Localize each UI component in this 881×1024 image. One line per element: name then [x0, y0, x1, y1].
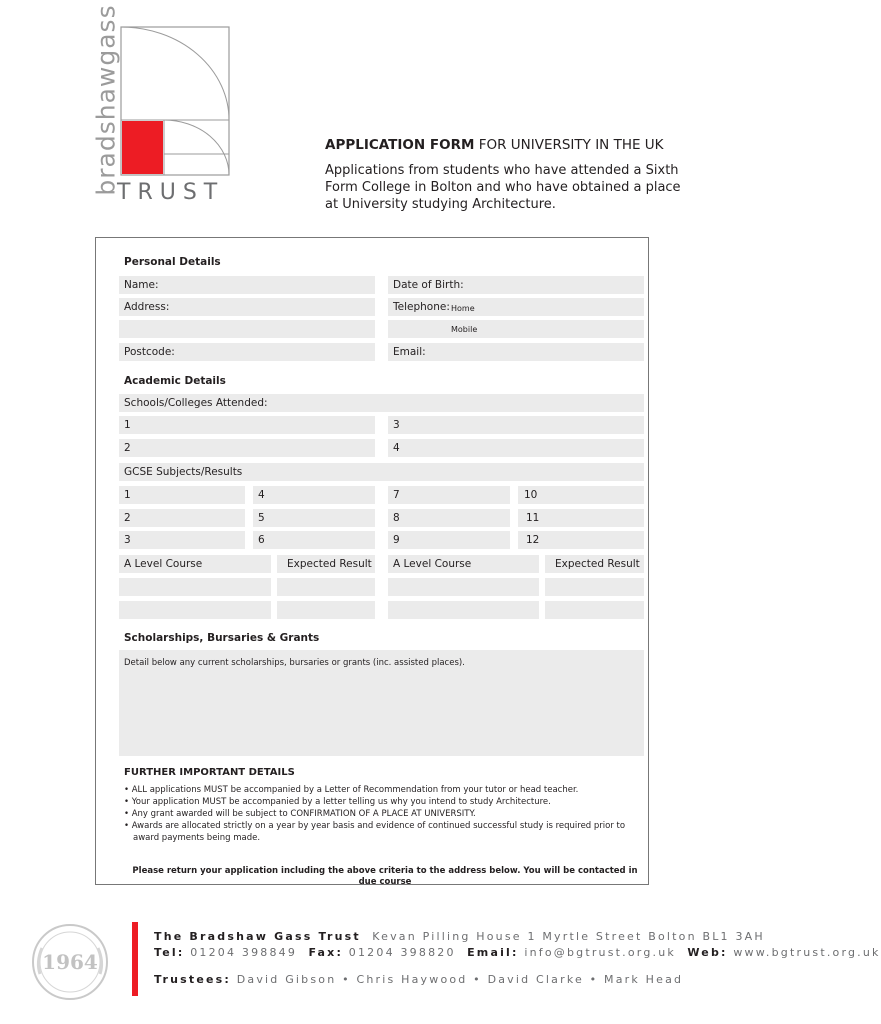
gcse-field[interactable] — [388, 509, 510, 527]
logo-wordmark-text: bradshawgass — [91, 4, 121, 196]
gcse-number: 6 — [258, 534, 265, 546]
school-field-1[interactable] — [119, 416, 375, 434]
footer-trustees-line — [154, 973, 683, 986]
gcse-field[interactable] — [253, 531, 375, 549]
academic-details-heading: Academic Details — [124, 375, 226, 387]
gcse-number: 5 — [258, 512, 265, 524]
gcse-field[interactable] — [119, 509, 245, 527]
list-item: • ALL applications MUST be accompanied by a Letter of Recommendation from your tutor or head teacher. — [124, 785, 579, 795]
telephone-mobile-field[interactable] — [388, 320, 644, 338]
footer-web-label: Web: — [687, 946, 728, 959]
expected-result-header: Expected Result — [555, 558, 640, 570]
alevel-course-field[interactable] — [388, 578, 539, 596]
alevel-result-field[interactable] — [545, 578, 644, 596]
school-number: 2 — [124, 442, 131, 454]
address-label: Address: — [124, 301, 170, 313]
footer-tel-label: Tel: — [154, 946, 185, 959]
gcse-number: 2 — [124, 512, 131, 524]
dob-label: Date of Birth: — [393, 279, 464, 291]
logo-emblem — [120, 26, 230, 176]
alevel-course-field[interactable] — [119, 601, 271, 619]
alevel-course-field[interactable] — [388, 601, 539, 619]
form-title-bold: APPLICATION FORM — [325, 137, 475, 153]
alevel-result-field[interactable] — [277, 578, 375, 596]
gcse-field[interactable] — [253, 486, 375, 504]
footer-accent-bar — [132, 922, 138, 996]
telephone-home-label: Home — [451, 304, 475, 313]
footer-contact-line — [154, 946, 881, 959]
logo-trust: TRUST — [117, 180, 225, 205]
gcse-field[interactable] — [119, 486, 245, 504]
scholarships-heading: Scholarships, Bursaries & Grants — [124, 632, 320, 644]
alevel-course-header: A Level Course — [124, 558, 203, 570]
footer-fax: 01204 398820 — [348, 946, 456, 959]
alevel-result-field[interactable] — [545, 601, 644, 619]
email-field[interactable] — [388, 343, 644, 361]
form-title — [325, 137, 664, 153]
personal-details-heading: Personal Details — [124, 256, 221, 268]
return-note: Please return your application including the above criteria to the address below. You will be contacted in due course — [132, 866, 638, 887]
seal-year: 1964 — [42, 950, 98, 974]
school-number: 3 — [393, 419, 400, 431]
gcse-number: 4 — [258, 489, 265, 501]
email-label: Email: — [393, 346, 426, 358]
scholarships-instruction: Detail below any current scholarships, bursaries or grants (inc. assisted places). — [124, 658, 465, 668]
form-intro: Applications from students who have attended a Sixth Form College in Bolton and who have obtained a place at University studying Architecture. — [325, 163, 681, 212]
postcode-label: Postcode: — [124, 346, 175, 358]
school-number: 1 — [124, 419, 131, 431]
telephone-mobile-label: Mobile — [451, 325, 478, 334]
gcse-number: 9 — [393, 534, 400, 546]
footer-fax-label: Fax: — [308, 946, 344, 959]
gcse-field[interactable] — [388, 531, 510, 549]
gcse-field[interactable] — [388, 486, 510, 504]
footer-tel: 01204 398849 — [190, 946, 298, 959]
gcse-number: 7 — [393, 489, 400, 501]
address-field-2[interactable] — [119, 320, 375, 338]
alevel-result-field[interactable] — [277, 601, 375, 619]
gcse-number: 10 — [524, 489, 538, 501]
footer-trustees-label: Trustees: — [154, 973, 232, 986]
gcse-number: 12 — [526, 534, 540, 546]
anniversary-seal — [30, 922, 110, 1002]
list-item: • Any grant awarded will be subject to CONFIRMATION OF A PLACE AT UNIVERSITY. — [124, 809, 476, 819]
list-item: • Your application MUST be accompanied by a letter telling us why you intend to study Architecture. — [124, 797, 551, 807]
alevel-course-header: A Level Course — [393, 558, 472, 570]
school-field-3[interactable] — [388, 416, 644, 434]
form-title-rest: FOR UNIVERSITY IN THE UK — [474, 137, 664, 153]
gcse-field[interactable] — [119, 531, 245, 549]
telephone-label: Telephone: — [393, 301, 450, 313]
further-details-list — [124, 784, 649, 844]
expected-result-header: Expected Result — [287, 558, 372, 570]
footer-email-label: Email: — [467, 946, 519, 959]
further-details-heading: FURTHER IMPORTANT DETAILS — [124, 767, 295, 778]
gcse-field[interactable] — [253, 509, 375, 527]
school-number: 4 — [393, 442, 400, 454]
footer-org: The Bradshaw Gass Trust — [154, 930, 361, 943]
alevel-course-field[interactable] — [119, 578, 271, 596]
footer-address-line — [154, 930, 765, 943]
footer-web[interactable]: www.bgtrust.org.uk — [733, 946, 881, 959]
school-field-2[interactable] — [119, 439, 375, 457]
footer-email[interactable]: info@bgtrust.org.uk — [524, 946, 676, 959]
name-label: Name: — [124, 279, 159, 291]
gcse-number: 11 — [526, 512, 540, 524]
school-field-4[interactable] — [388, 439, 644, 457]
list-item: • Awards are allocated strictly on a year by year basis and evidence of continued successful study is required prior to award payments being made. — [124, 821, 626, 843]
gcse-number: 8 — [393, 512, 400, 524]
footer-trustees: David Gibson • Chris Haywood • David Clarke • Mark Head — [236, 973, 684, 986]
gcse-number: 1 — [124, 489, 131, 501]
footer-address: Kevan Pilling House 1 Myrtle Street Bolton BL1 3AH — [372, 930, 765, 943]
gcse-number: 3 — [124, 534, 131, 546]
gcse-label: GCSE Subjects/Results — [124, 466, 243, 478]
schools-label: Schools/Colleges Attended: — [124, 397, 268, 409]
